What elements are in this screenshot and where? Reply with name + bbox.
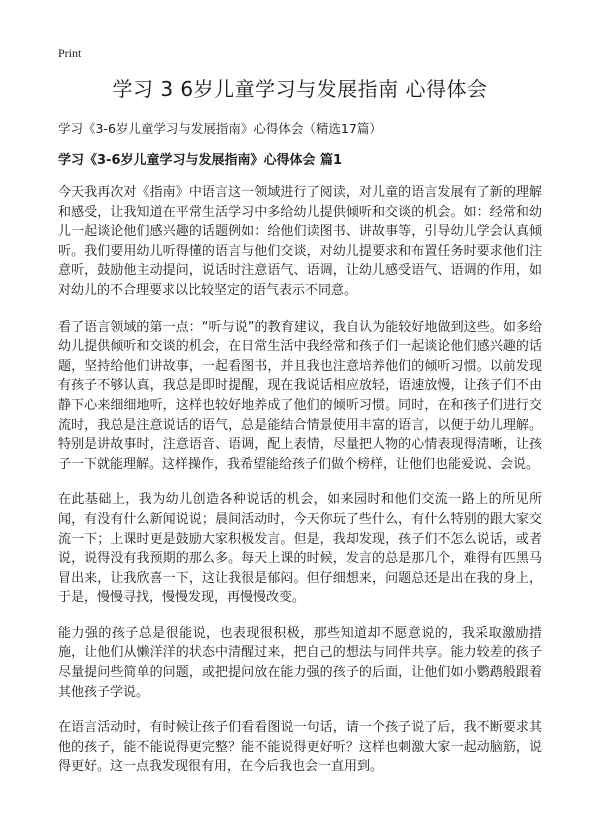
document-body [58,183,542,793]
document-subtitle: 学习《3-6岁儿童学习与发展指南》心得体会（精选17篇） [58,121,382,136]
section-heading: 学习《3-6岁儿童学习与发展指南》心得体会 篇1 [58,153,343,168]
document-title: 学习 3 6岁儿童学习与发展指南 心得体会 [112,77,488,101]
body-paragraph: 在语言活动时，有时候让孩子们看看图说一句话，请一个孩子说了后，我不断要求其他的孩子，能不能说得更完整？能不能说得更好听？这样也刺激大家一起动脑筋，说得更好。这一点我发现很有用，在今后我也会一直用到。 [58,720,542,775]
body-paragraph: 看了语言领域的第一点：“听与说”的教育建议，我自认为能较好地做到这些。如多给幼儿提供倾听和交谈的机会，在日常生活中我经常和孩子们一起谈论他们感兴趣的话题，坚持给他们讲故事，一起看图书，并且我也注意培养他们的倾听习惯。以前发现有孩子不够认真，我总是即时提醒，现在我说话相应放轻，语速放慢，让孩子们不由静下心来细细地听，这样也较好地养成了他们的倾听习惯。同时，在和孩子们进行交流时，我总是注意说话的语气，总是能结合情景使用丰富的语言，以便于幼儿理解。特别是讲故事时，注意语音、语调，配上表情，尽量把人物的心情表现得清晰，让孩子一下就能理解。这样操作，我希望能给孩子们做个榜样，让他们也能爱说、会说。 [58,319,542,472]
body-paragraph: 今天我再次对《指南》中语言这一领域进行了阅读，对儿童的语言发展有了新的理解和感受，让我知道在平常生活学习中多给幼儿提供倾听和交谈的机会。如：经常和幼儿一起谈论他们感兴趣的话题例如：给他们读图书、讲故事等，引导幼儿学会认真倾听。我们要用幼儿听得懂的语言与他们交谈，对幼儿提要求和布置任务时要求他们注意听，鼓励他主动提问，说话时注意语气、语调，让幼儿感受语气、语调的作用，如对幼儿的不合理要求以比较坚定的语气表示不同意。 [58,185,542,298]
body-paragraph: 能力强的孩子总是很能说，也表现很积极，那些知道却不愿意说的，我采取激励措施，让他们从懒洋洋的状态中清醒过来，把自己的想法与同伴共享。能力较差的孩子尽量提问些简单的问题，或把提问放在能力强的孩子的后面，让他们如小鹦鹉般跟着其他孩子学说。 [58,625,542,700]
body-paragraph: 在此基础上，我为幼儿创造各种说话的机会，如来园时和他们交流一路上的所见所闻，有没有什么新闻说说；晨间活动时，今天你玩了些什么，有什么特别的跟大家交流一下；上课时更是鼓励大家积极发言。但是，我却发现，孩子们不怎么说话，或者说，说得没有我预期的那么多。每天上课的时候，发言的总是那几个，难得有匹黑马冒出来，让我欣喜一下，这让我很是郁闷。但仔细想来，问题总还是出在我的身上，于是，慢慢寻找，慢慢发现，再慢慢改变。 [58,492,542,606]
print-link[interactable]: Print [58,46,82,60]
